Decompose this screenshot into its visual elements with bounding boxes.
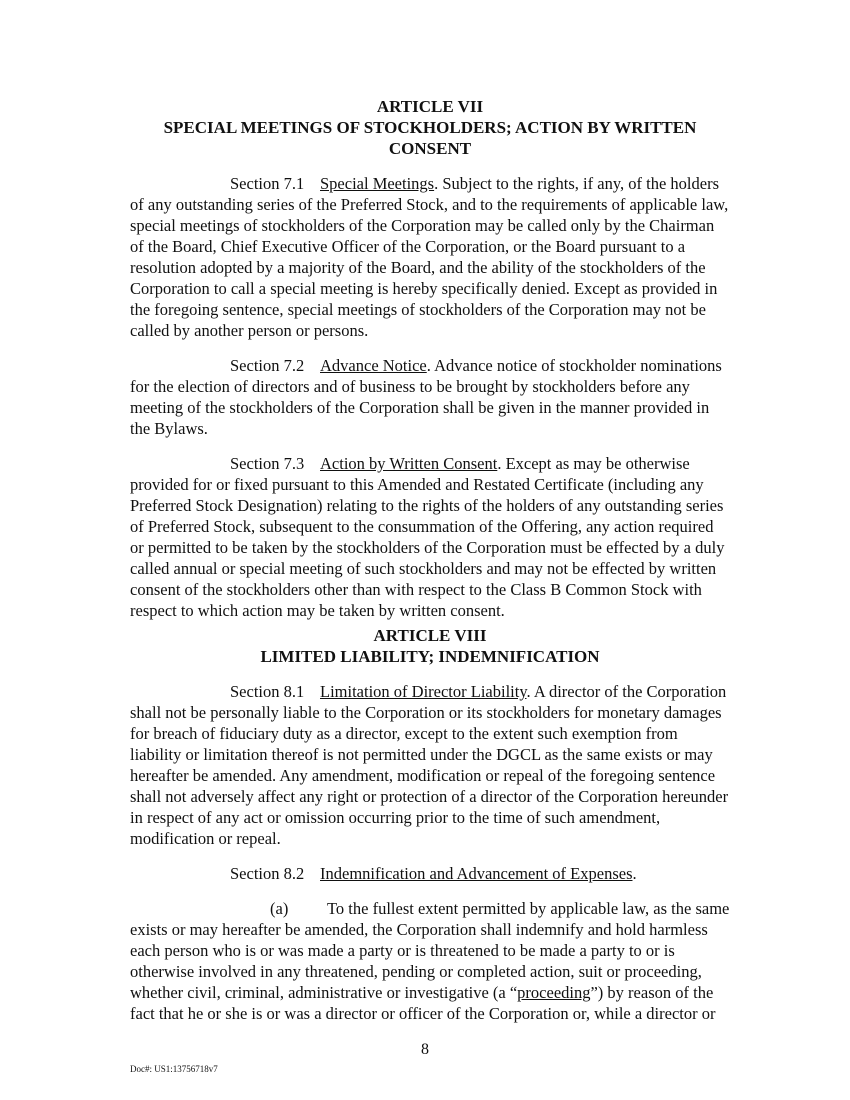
section-title: Limitation of Director Liability <box>320 682 527 701</box>
article-7-heading <box>130 96 730 159</box>
section-number: Section 7.1 <box>230 174 305 193</box>
section-body: . A director of the Corporation shall not be personally liable to the Corporation or its stockholders for monetary damages for breach of fiduciary duty as a director, except to the extent such exemption from liability or limitation thereof is not permitted under the DGCL as the same exists or may hereafter be amended. Any amendment, modification or repeal of the foregoing sentence shall not adversely affect any right or protection of a director of the Corporation hereunder in respect of any act or omission occurring prior to the time of such amendment, modification or repeal. <box>130 682 729 848</box>
section-title: Advance Notice <box>320 356 427 375</box>
article-8-title: LIMITED LIABILITY; INDEMNIFICATION <box>260 647 600 666</box>
article-7-number: ARTICLE VII <box>376 97 484 116</box>
section-body: . Except as may be otherwise provided for or fixed pursuant to this Amended and Restated Certificate (including any Preferred Stock Designation) relating to the rights of the holders of any outstanding series of Preferred Stock, subsequent to the consummation of the Offering, any action required or permitted to be taken by the stockholders of the Corporation must be effected by a duly called annual or special meeting of such stockholders and may not be effected by written consent of the stockholders other than with respect to the Class B Common Stock with respect to which action may be taken by written consent. <box>130 454 725 620</box>
page-number: 8 <box>421 1041 429 1058</box>
section-7-2 <box>130 355 730 439</box>
section-title: Action by Written Consent <box>320 454 498 473</box>
section-title: Indemnification and Advancement of Expenses <box>320 864 633 883</box>
document-page <box>130 96 730 1038</box>
section-body: . <box>632 864 637 883</box>
article-7-title-line1: SPECIAL MEETINGS OF STOCKHOLDERS; ACTION BY WRITTEN <box>163 118 697 137</box>
section-body: . Advance notice of stockholder nominations for the election of directors and of business to be brought by stockholders before any meeting of the stockholders of the Corporation shall be given in the manner provided in the Bylaws. <box>130 356 722 438</box>
section-7-1 <box>130 173 730 341</box>
section-number: Section 7.2 <box>230 356 305 375</box>
section-title: Special Meetings <box>320 174 435 193</box>
section-body: . Subject to the rights, if any, of the holders of any outstanding series of the Preferred Stock, and to the requirements of applicable law, special meetings of stockholders of the Corporation may be called only by the Chairman of the Board, Chief Executive Officer of the Corporation, or the Board pursuant to a resolution adopted by a majority of the Board, and the ability of the stockholders of the Corporation to call a special meeting is hereby specifically denied. Except as provided in the foregoing sentence, special meetings of stockholders of the Corporation may not be called by another person or persons. <box>130 174 729 340</box>
article-8-number: ARTICLE VIII <box>373 626 487 645</box>
article-7-title-line2: CONSENT <box>388 139 472 158</box>
subsection-text-continued: ”) by reason of the fact that he or she is or was a director or officer of the Corporation or, while a director or <box>130 983 716 1023</box>
section-number: Section 7.3 <box>230 454 305 473</box>
section-8-2 <box>130 863 730 884</box>
section-8-1 <box>130 681 730 849</box>
document-id: Doc#: US1:13756718v7 <box>130 1064 218 1074</box>
subsection-text: To the fullest extent permitted by applicable law, as the same exists or may hereafter be amended, the Corporation shall indemnify and hold harmless each person who is or was made a party or is threatened to be made a party to or is otherwise involved in any threatened, pending or completed action, suit or proceeding, whether civil, criminal, administrative or investigative (a “ <box>130 899 730 1002</box>
section-number: Section 8.2 <box>230 864 305 883</box>
subsection-label: (a) <box>270 899 289 918</box>
defined-term: proceeding <box>517 983 591 1002</box>
section-8-2-a <box>130 898 730 1024</box>
section-7-3 <box>130 453 730 621</box>
section-number: Section 8.1 <box>230 682 305 701</box>
article-8-heading <box>130 625 730 667</box>
